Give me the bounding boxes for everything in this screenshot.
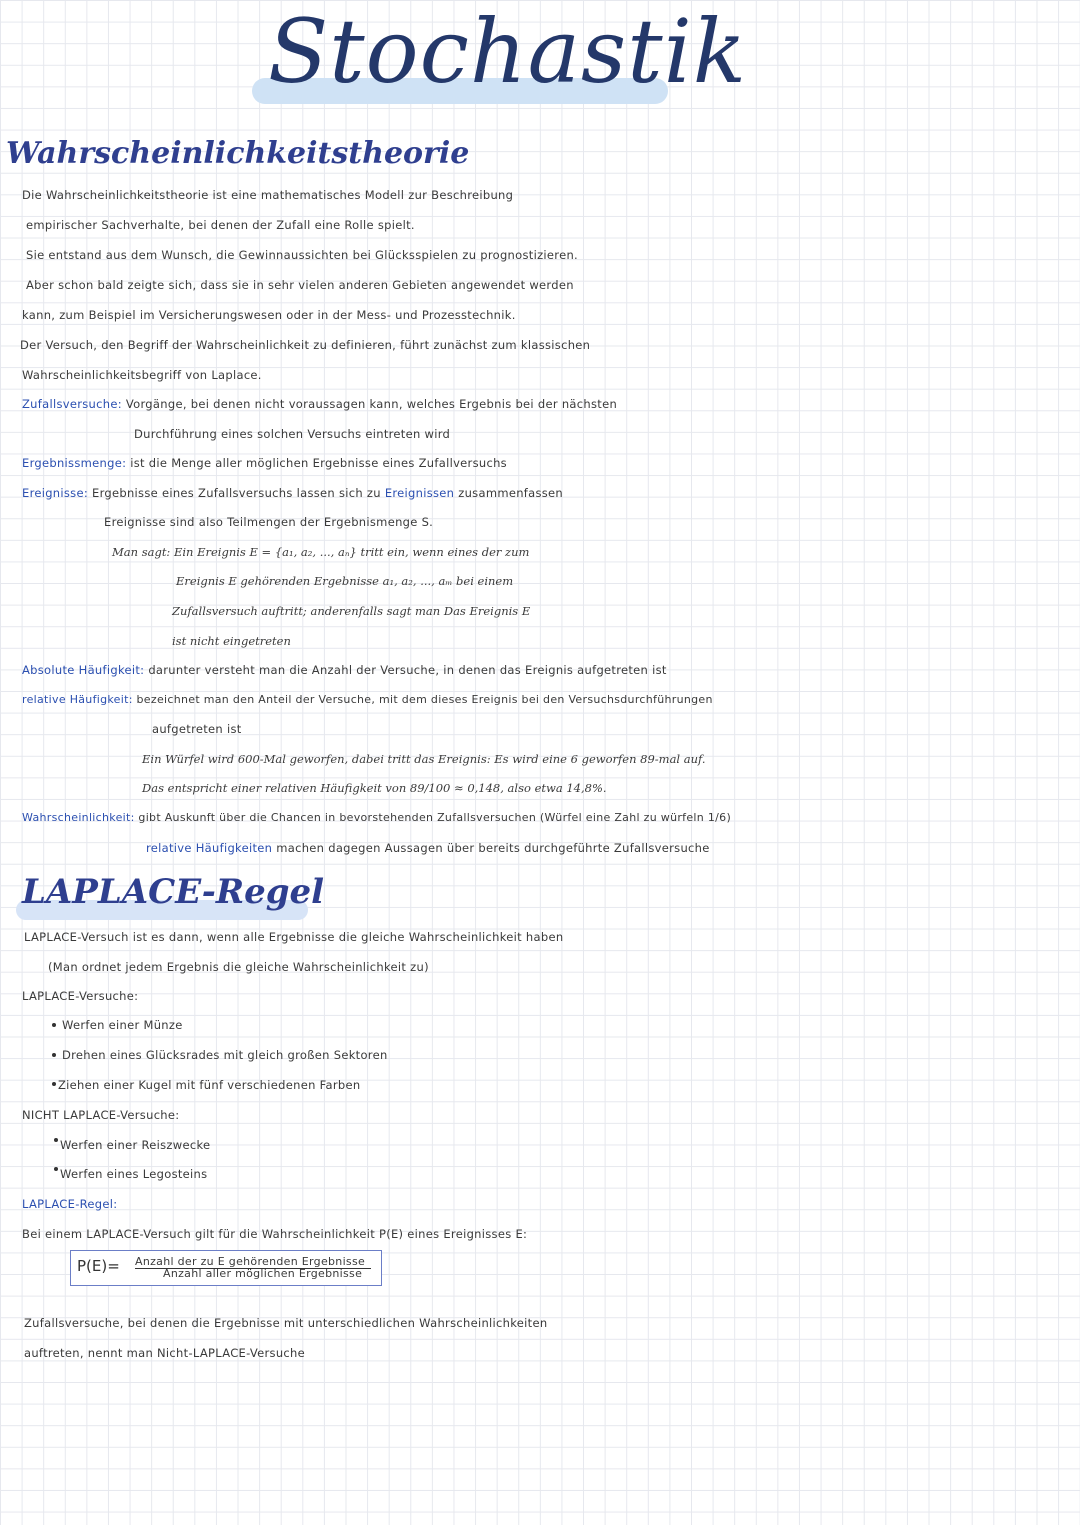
list-item: Drehen eines Glücksrades mit gleich großen Sektoren	[62, 1048, 388, 1062]
definition-zufallsversuche	[22, 397, 617, 411]
closing-line: Zufallsversuche, bei denen die Ergebnisse mit unterschiedlichen Wahrscheinlichkeiten	[24, 1316, 548, 1330]
term-ereignisse: Ereignisse:	[22, 486, 89, 500]
term-relative-haeufigkeiten: relative Häufigkeiten	[146, 841, 273, 855]
man-sagt-line: Ereignis E gehörenden Ergebnisse a₁, a₂, ..., aₘ bei einem	[176, 574, 514, 588]
page-title: Stochastik	[268, 0, 748, 103]
laplace-line: LAPLACE-Versuch ist es dann, wenn alle Ergebnisse die gleiche Wahrscheinlichkeit haben	[24, 930, 564, 944]
man-sagt-line: ist nicht eingetreten	[172, 634, 291, 648]
definition-absolute-haeufigkeit	[22, 663, 667, 677]
term-ereignissen: Ereignissen	[384, 486, 455, 500]
laplace-regel-label: LAPLACE-Regel:	[22, 1197, 118, 1211]
definition-text: Ereignisse sind also Teilmengen der Ergebnismenge S.	[104, 515, 434, 529]
term-ergebnismenge: Ergebnissmenge:	[22, 456, 127, 470]
intro-line: Wahrscheinlichkeitsbegriff von Laplace.	[22, 368, 262, 382]
definition-text: zusammenfassen	[458, 486, 564, 500]
definition-text: gibt Auskunft über die Chancen in bevorstehenden Zufallsversuchen (Würfel eine Zahl zu würfeln 1/6)	[138, 811, 732, 824]
definition-text: Ergebnisse eines Zufallsversuchs lassen sich zu	[92, 486, 381, 500]
formula-denominator: Anzahl aller möglichen Ergebnisse	[163, 1267, 363, 1280]
definition-text: ist die Menge aller möglichen Ergebnisse eines Zufallversuchs	[130, 456, 507, 470]
closing-line: auftreten, nennt man Nicht-LAPLACE-Versuche	[24, 1346, 306, 1360]
list-item: Werfen einer Reiszwecke	[60, 1138, 211, 1152]
list-item: Werfen einer Münze	[62, 1018, 183, 1032]
formula-numerator: Anzahl der zu E gehörenden Ergebnisse	[135, 1255, 366, 1268]
formula-lhs: P(E)=	[77, 1257, 120, 1275]
definition-ereignisse	[22, 486, 563, 500]
example-line: Das entspricht einer relativen Häufigkeit von 89/100 ≈ 0,148, also etwa 14,8%.	[142, 781, 607, 795]
definition-relative-haeufigkeiten	[146, 841, 710, 855]
laplace-regel-text: Bei einem LAPLACE-Versuch gilt für die Wahrscheinlichkeit P(E) eines Ereignisses E:	[22, 1227, 528, 1241]
intro-line: kann, zum Beispiel im Versicherungswesen oder in der Mess- und Prozesstechnik.	[22, 308, 516, 322]
man-sagt-line: Man sagt: Ein Ereignis E = {a₁, a₂, ..., aₙ} tritt ein, wenn eines der zum	[112, 545, 530, 559]
term-absolute-haeufigkeit: Absolute Häufigkeit:	[22, 663, 145, 677]
nicht-laplace-label: NICHT LAPLACE-Versuche:	[22, 1108, 180, 1122]
intro-line: empirischer Sachverhalte, bei denen der Zufall eine Rolle spielt.	[26, 218, 415, 232]
definition-text: machen dagegen Aussagen über bereits durchgeführte Zufallsversuche	[276, 841, 710, 855]
definition-relative-haeufigkeit	[22, 693, 713, 706]
bullet	[54, 1138, 58, 1142]
formula-box	[70, 1250, 382, 1286]
term-wahrscheinlichkeit: Wahrscheinlichkeit:	[22, 811, 135, 824]
example-line: Ein Würfel wird 600-Mal geworfen, dabei tritt das Ereignis: Es wird eine 6 geworfen 89-mal auf.	[142, 752, 706, 766]
intro-line: Sie entstand aus dem Wunsch, die Gewinnaussichten bei Glücksspielen zu prognostizieren.	[26, 248, 578, 262]
bullet	[52, 1082, 56, 1086]
definition-text: aufgetreten ist	[152, 722, 242, 736]
definition-wahrscheinlichkeit	[22, 811, 731, 824]
intro-line: Der Versuch, den Begriff der Wahrscheinlichkeit zu definieren, führt zunächst zum klassischen	[20, 338, 591, 352]
bullet	[52, 1053, 56, 1057]
section-heading-wahrscheinlichkeitstheorie: Wahrscheinlichkeitstheorie	[6, 136, 470, 171]
term-zufallsversuche: Zufallsversuche:	[22, 397, 122, 411]
bullet	[54, 1167, 58, 1171]
list-item: Ziehen einer Kugel mit fünf verschiedenen Farben	[58, 1078, 361, 1092]
list-item: Werfen eines Legosteins	[60, 1167, 208, 1181]
definition-ergebnismenge	[22, 456, 507, 470]
intro-line: Die Wahrscheinlichkeitstheorie ist eine mathematisches Modell zur Beschreibung	[22, 188, 514, 202]
definition-text: Vorgänge, bei denen nicht voraussagen kann, welches Ergebnis bei der nächsten	[125, 397, 618, 411]
section-heading-laplace-regel: LAPLACE-Regel	[22, 872, 325, 912]
intro-line: Aber schon bald zeigte sich, dass sie in sehr vielen anderen Gebieten angewendet werden	[26, 278, 574, 292]
laplace-versuche-label: LAPLACE-Versuche:	[22, 989, 139, 1003]
man-sagt-line: Zufallsversuch auftritt; anderenfalls sagt man Das Ereignis E	[172, 604, 531, 618]
definition-text: bezeichnet man den Anteil der Versuche, mit dem dieses Ereignis bei den Versuchsdurchführungen	[136, 693, 713, 706]
definition-text: Durchführung eines solchen Versuchs eintreten wird	[134, 427, 451, 441]
definition-text: darunter versteht man die Anzahl der Versuche, in denen das Ereignis aufgetreten ist	[148, 663, 667, 677]
laplace-line: (Man ordnet jedem Ergebnis die gleiche Wahrscheinlichkeit zu)	[48, 960, 429, 974]
bullet	[52, 1023, 56, 1027]
term-relative-haeufigkeit: relative Häufigkeit:	[22, 693, 133, 706]
